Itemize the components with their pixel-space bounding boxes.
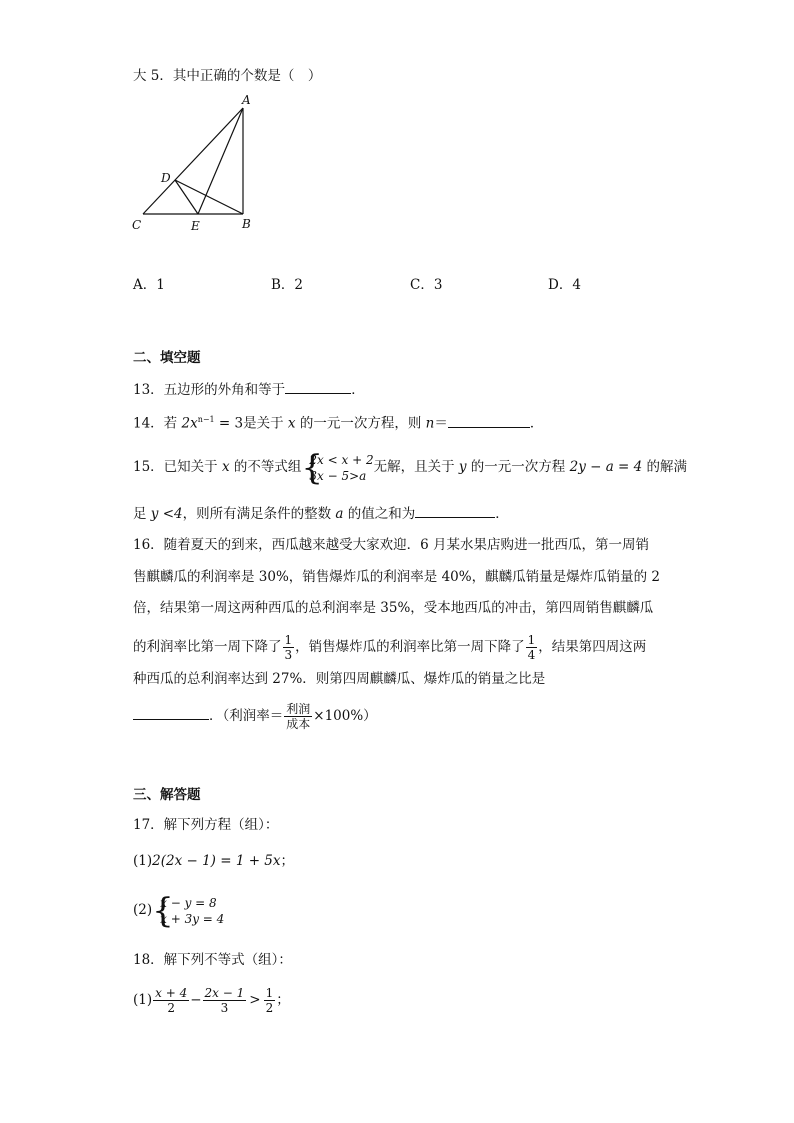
frac-den: 4 bbox=[527, 648, 536, 662]
option-b[interactable]: B．2 bbox=[271, 277, 304, 293]
question-18-title: 18．解下列不等式（组）： bbox=[133, 952, 292, 968]
question-15-line2 bbox=[133, 503, 509, 524]
q18-end: ； bbox=[276, 992, 290, 1008]
option-c[interactable]: C．3 bbox=[410, 277, 443, 293]
label-e: E bbox=[191, 219, 200, 233]
q14-mid2: 的一元一次方程，则 bbox=[295, 415, 426, 432]
segment-ae bbox=[198, 108, 243, 214]
q18-gt: > bbox=[249, 992, 261, 1008]
q15-var: x bbox=[221, 459, 230, 475]
q15-l2-dot: ． bbox=[495, 506, 509, 522]
q15-var2: y bbox=[458, 459, 467, 475]
answer-blank-15[interactable] bbox=[415, 503, 495, 518]
question-17-title: 17．解下列方程（组）： bbox=[133, 817, 279, 833]
frac-den: 3 bbox=[220, 1001, 229, 1015]
q17-p1-end: ； bbox=[280, 853, 295, 869]
label-b: B bbox=[242, 217, 251, 231]
frac-num: 1 bbox=[284, 633, 293, 647]
q15-inequality-system bbox=[301, 447, 374, 488]
label-a: A bbox=[242, 93, 251, 107]
option-d[interactable]: D．4 bbox=[548, 277, 581, 293]
answer-blank-14[interactable] bbox=[448, 413, 530, 428]
q14-eq: 2x bbox=[181, 415, 198, 432]
fraction-x-plus-4-over-2 bbox=[153, 986, 189, 1015]
label-c: C bbox=[132, 218, 142, 232]
question-13-text: 13．五边形的外角和等于 bbox=[133, 382, 286, 398]
q15-end: 的解满 bbox=[642, 459, 688, 475]
q15-mid3: 的一元一次方程 bbox=[466, 459, 570, 475]
q15-row2: 3x − 5>a bbox=[309, 468, 367, 483]
q15-mid: 的不等式组 bbox=[229, 459, 302, 475]
fraction-one-half bbox=[264, 986, 276, 1015]
triangle-figure bbox=[128, 90, 268, 240]
q18-minus: − bbox=[190, 992, 202, 1008]
option-a[interactable]: A．1 bbox=[133, 277, 165, 293]
question-17-part1 bbox=[133, 851, 294, 871]
q16-l6a: ．（利润率＝ bbox=[209, 708, 284, 724]
segment-db bbox=[175, 180, 243, 214]
question-13-end: ． bbox=[351, 382, 365, 398]
frac-den: 成本 bbox=[286, 717, 311, 731]
q16-l4c: ，结果第四周这两 bbox=[538, 639, 647, 655]
question-12-text: 大 5．其中正确的个数是（ ） bbox=[133, 68, 322, 84]
frac-den: 3 bbox=[284, 648, 293, 662]
q14-mid: 是关于 bbox=[243, 415, 288, 432]
frac-num: 1 bbox=[265, 986, 274, 1000]
q15-l2-pre: 足 bbox=[133, 506, 151, 522]
q15-mid2: 无解，且关于 bbox=[373, 459, 459, 475]
q14-exp: n−1 bbox=[197, 415, 215, 424]
question-14 bbox=[133, 410, 543, 434]
q14-mid3: ＝ bbox=[434, 415, 448, 432]
q17-p1-label: (1) bbox=[133, 853, 153, 869]
question-18-part1 bbox=[133, 980, 290, 1020]
section-title-solve: 三、解答题 bbox=[133, 787, 201, 803]
q17-equation-system bbox=[152, 890, 225, 931]
frac-num: 1 bbox=[527, 633, 536, 647]
brace-icon: { bbox=[301, 447, 324, 488]
fraction-profit-cost bbox=[284, 702, 312, 731]
q15-row1: 2x < x + 2 bbox=[309, 452, 374, 467]
segment-ca bbox=[143, 108, 243, 214]
q15-l2-cond: y <4 bbox=[150, 506, 183, 522]
brace-icon: { bbox=[152, 890, 174, 931]
question-16-line5: 种西瓜的总利润率达到 27%．则第四周麒麟瓜、爆炸瓜的销量之比是 bbox=[133, 671, 546, 687]
q14-eq-rest: = 3 bbox=[214, 415, 244, 432]
q14-pre: 14．若 bbox=[133, 415, 182, 432]
q16-l4b: ，销售爆炸瓜的利润率比第一周下降了 bbox=[295, 639, 525, 655]
question-16-line2: 售麒麟瓜的利润率是 30%，销售爆炸瓜的利润率是 40%，麒麟瓜销量是爆炸瓜销量的 2 bbox=[133, 569, 660, 585]
q14-var2: n bbox=[425, 415, 435, 432]
frac-den: 2 bbox=[167, 1001, 175, 1015]
q16-l4a: 的利润率比第一周下降了 bbox=[133, 639, 282, 655]
frac-num: 2x − 1 bbox=[204, 986, 245, 1000]
section-title-fill-in: 二、填空题 bbox=[133, 350, 201, 366]
q16-l6b: ×100%） bbox=[313, 708, 377, 724]
frac-den: 2 bbox=[265, 1001, 274, 1015]
q15-l2-end: 的值之和为 bbox=[343, 506, 416, 522]
question-16-line1: 16．随着夏天的到来，西瓜越来越受大家欢迎．6 月某水果店购进一批西瓜，第一周销 bbox=[133, 537, 650, 553]
q15-eq: 2y − a = 4 bbox=[569, 459, 643, 475]
question-17-part2 bbox=[133, 890, 225, 931]
q15-l2-var: a bbox=[335, 506, 344, 522]
question-16-line4 bbox=[133, 630, 646, 664]
q15-l2-mid: ，则所有满足条件的整数 bbox=[182, 506, 336, 522]
answer-blank-13[interactable] bbox=[285, 379, 351, 394]
q14-var: x bbox=[287, 415, 296, 432]
q17-row2: x + 3y = 4 bbox=[160, 911, 225, 926]
q15-pre: 15．已知关于 bbox=[133, 459, 222, 475]
q17-p2-label: (2) bbox=[133, 902, 153, 918]
fraction-one-fourth bbox=[526, 633, 538, 662]
answer-blank-16[interactable] bbox=[133, 705, 209, 720]
q17-row1: x − y = 8 bbox=[160, 895, 217, 910]
question-15-line1 bbox=[133, 447, 688, 488]
q14-end: ． bbox=[529, 415, 544, 432]
question-13 bbox=[133, 379, 365, 400]
frac-num: 利润 bbox=[286, 702, 311, 716]
fraction-2x-minus-1-over-3 bbox=[203, 986, 247, 1015]
label-d: D bbox=[161, 171, 171, 185]
fraction-one-third bbox=[283, 633, 295, 662]
q18-p1-label: (1) bbox=[133, 992, 153, 1008]
question-16-line3: 倍，结果第一周这两种西瓜的总利润率是 35%，受本地西瓜的冲击，第四周销售麒麟瓜 bbox=[133, 600, 654, 616]
frac-num: x + 4 bbox=[155, 986, 188, 1000]
question-16-line6 bbox=[133, 699, 377, 733]
q17-p1-eq: 2(2x − 1) = 1 + 5x bbox=[152, 853, 281, 869]
